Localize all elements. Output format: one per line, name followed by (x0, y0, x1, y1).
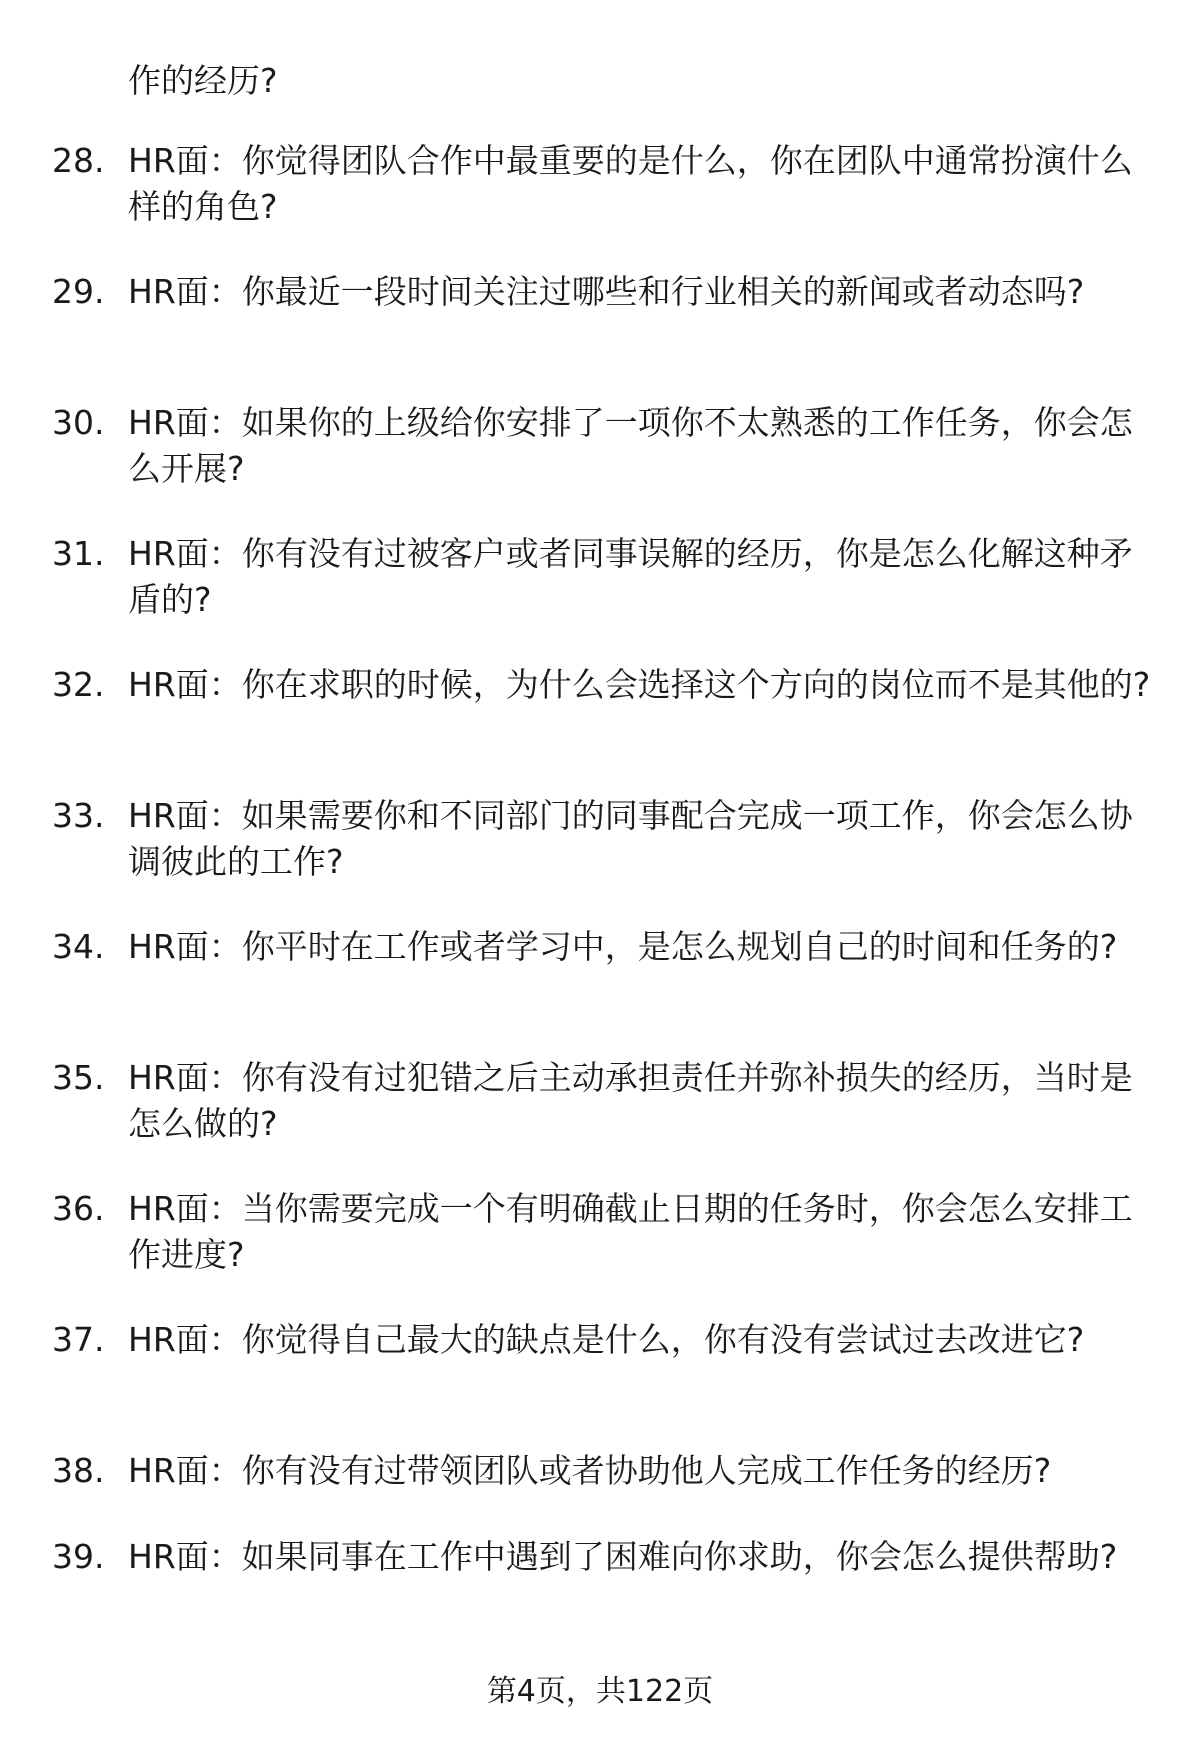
question-number: 37. (52, 1320, 105, 1359)
question-list (0, 138, 1200, 1665)
list-item (0, 1534, 1200, 1665)
question-number: 33. (52, 796, 105, 835)
list-item (0, 793, 1200, 924)
question-text: HR面：如果需要你和不同部门的同事配合完成一项工作，你会怎么协调彼此的工作? (128, 796, 1133, 881)
continuation-text: 作的经历? (128, 61, 278, 100)
page-footer: 第4页，共122页 (486, 1674, 714, 1709)
list-item (0, 400, 1200, 531)
list-item (0, 1448, 1200, 1534)
question-number: 31. (52, 534, 105, 573)
question-number: 28. (52, 141, 105, 180)
question-number: 35. (52, 1058, 105, 1097)
question-number: 39. (52, 1537, 105, 1576)
question-text: HR面：如果你的上级给你安排了一项你不太熟悉的工作任务，你会怎么开展? (128, 403, 1133, 488)
question-number: 38. (52, 1451, 105, 1490)
list-item (0, 1317, 1200, 1448)
question-number: 36. (52, 1189, 105, 1228)
question-number: 34. (52, 927, 105, 966)
question-text: HR面：你有没有过犯错之后主动承担责任并弥补损失的经历，当时是怎么做的? (128, 1058, 1133, 1143)
list-item (0, 531, 1200, 662)
question-number: 29. (52, 272, 105, 311)
question-number: 30. (52, 403, 105, 442)
question-text: HR面：如果同事在工作中遇到了困难向你求助，你会怎么提供帮助? (128, 1537, 1118, 1576)
list-item (0, 1055, 1200, 1186)
list-item (0, 662, 1200, 793)
question-text: HR面：你有没有过被客户或者同事误解的经历，你是怎么化解这种矛盾的? (128, 534, 1133, 619)
question-text: HR面：你最近一段时间关注过哪些和行业相关的新闻或者动态吗? (128, 272, 1085, 311)
list-item (0, 1186, 1200, 1317)
question-text: HR面：你觉得自己最大的缺点是什么，你有没有尝试过去改进它? (128, 1320, 1085, 1359)
list-item (0, 269, 1200, 400)
question-text: HR面：你平时在工作或者学习中，是怎么规划自己的时间和任务的? (128, 927, 1118, 966)
list-item (0, 924, 1200, 1055)
question-text: HR面：你有没有过带领团队或者协助他人完成工作任务的经历? (128, 1451, 1052, 1490)
question-text: HR面：你在求职的时候，为什么会选择这个方向的岗位而不是其他的? (128, 665, 1151, 704)
question-text: HR面：你觉得团队合作中最重要的是什么，你在团队中通常扮演什么样的角色? (128, 141, 1133, 226)
question-text: HR面：当你需要完成一个有明确截止日期的任务时，你会怎么安排工作进度? (128, 1189, 1133, 1274)
list-item (0, 138, 1200, 269)
question-number: 32. (52, 665, 105, 704)
